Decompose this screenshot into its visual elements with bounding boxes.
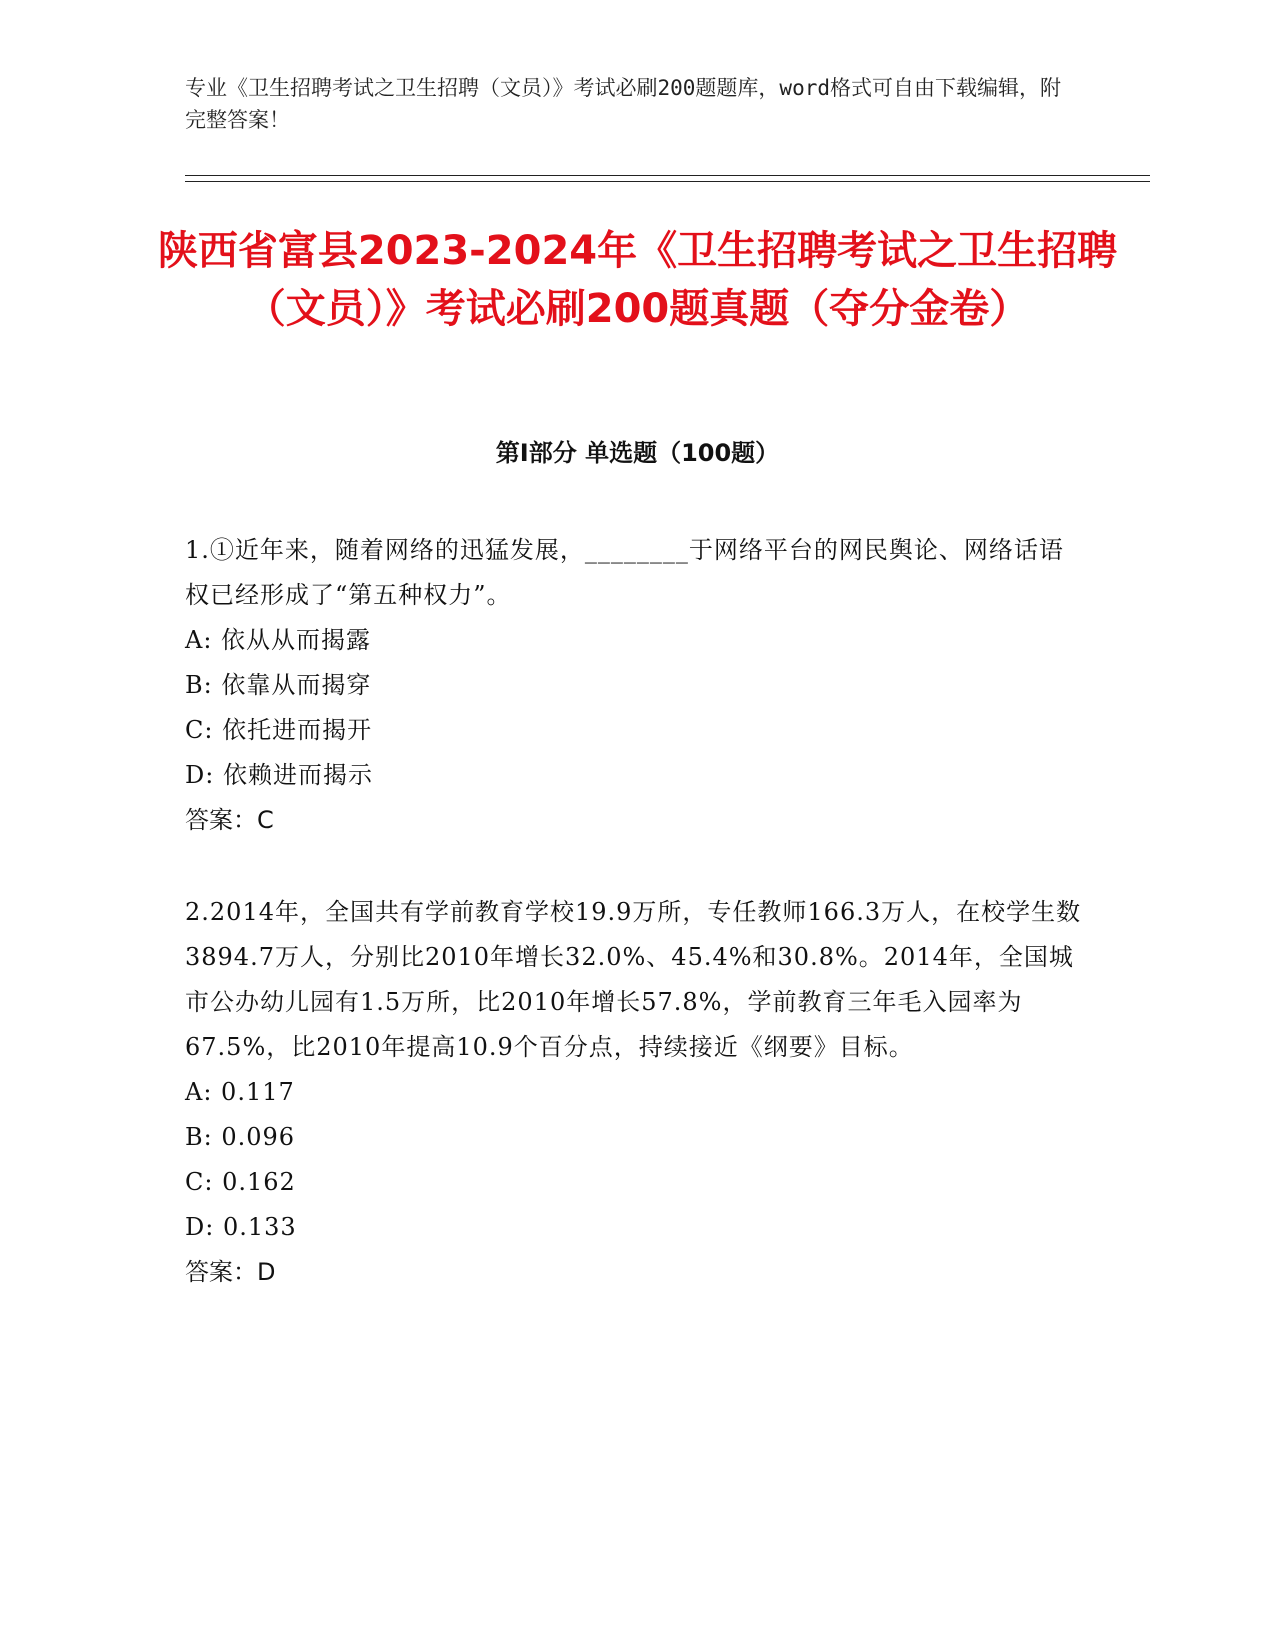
option-a: A: 0.117 [185,1078,295,1106]
option-d: D: 0.133 [185,1213,297,1241]
question-stem: 1.①近年来，随着网络的迅猛发展，________于网络平台的网民舆论、网络话语权已经形成了“第五种权力”。 [185,536,1064,609]
question-1 [185,528,1085,843]
option-c: C: 0.162 [185,1168,296,1196]
header-divider-bottom [185,181,1150,182]
option-b: B: 依靠从而揭穿 [185,671,372,699]
header-divider-top [185,175,1150,176]
header-note: 专业《卫生招聘考试之卫生招聘（文员）》考试必刷200题题库，word格式可自由下载编辑，附完整答案！ [185,76,1061,132]
section-heading: 第Ⅰ部分 单选题（100题） [495,439,780,467]
option-b: B: 0.096 [185,1123,296,1151]
option-c: C: 依托进而揭开 [185,716,373,744]
answer-line: 答案：C [185,806,274,834]
question-stem: 2.2014年，全国共有学前教育学校19.9万所，专任教师166.3万人，在校学生数3894.7万人，分别比2010年增长32.0%、45.4%和30.8%。2014年，全国城市公办幼儿园有1.5万所，比2010年增长57.8%，学前教育三年毛入园率为67.5%，比2010年提高10.9个百分点，持续接近《纲要》目标。 [185,898,1082,1061]
answer-line: 答案：D [185,1258,276,1286]
question-2 [185,890,1085,1295]
option-d: D: 依赖进而揭示 [185,761,373,789]
option-a: A: 依从从而揭露 [185,626,372,654]
document-title: 陕西省富县2023-2024年《卫生招聘考试之卫生招聘（文员）》考试必刷200题真题（夺分金卷） [157,228,1118,332]
